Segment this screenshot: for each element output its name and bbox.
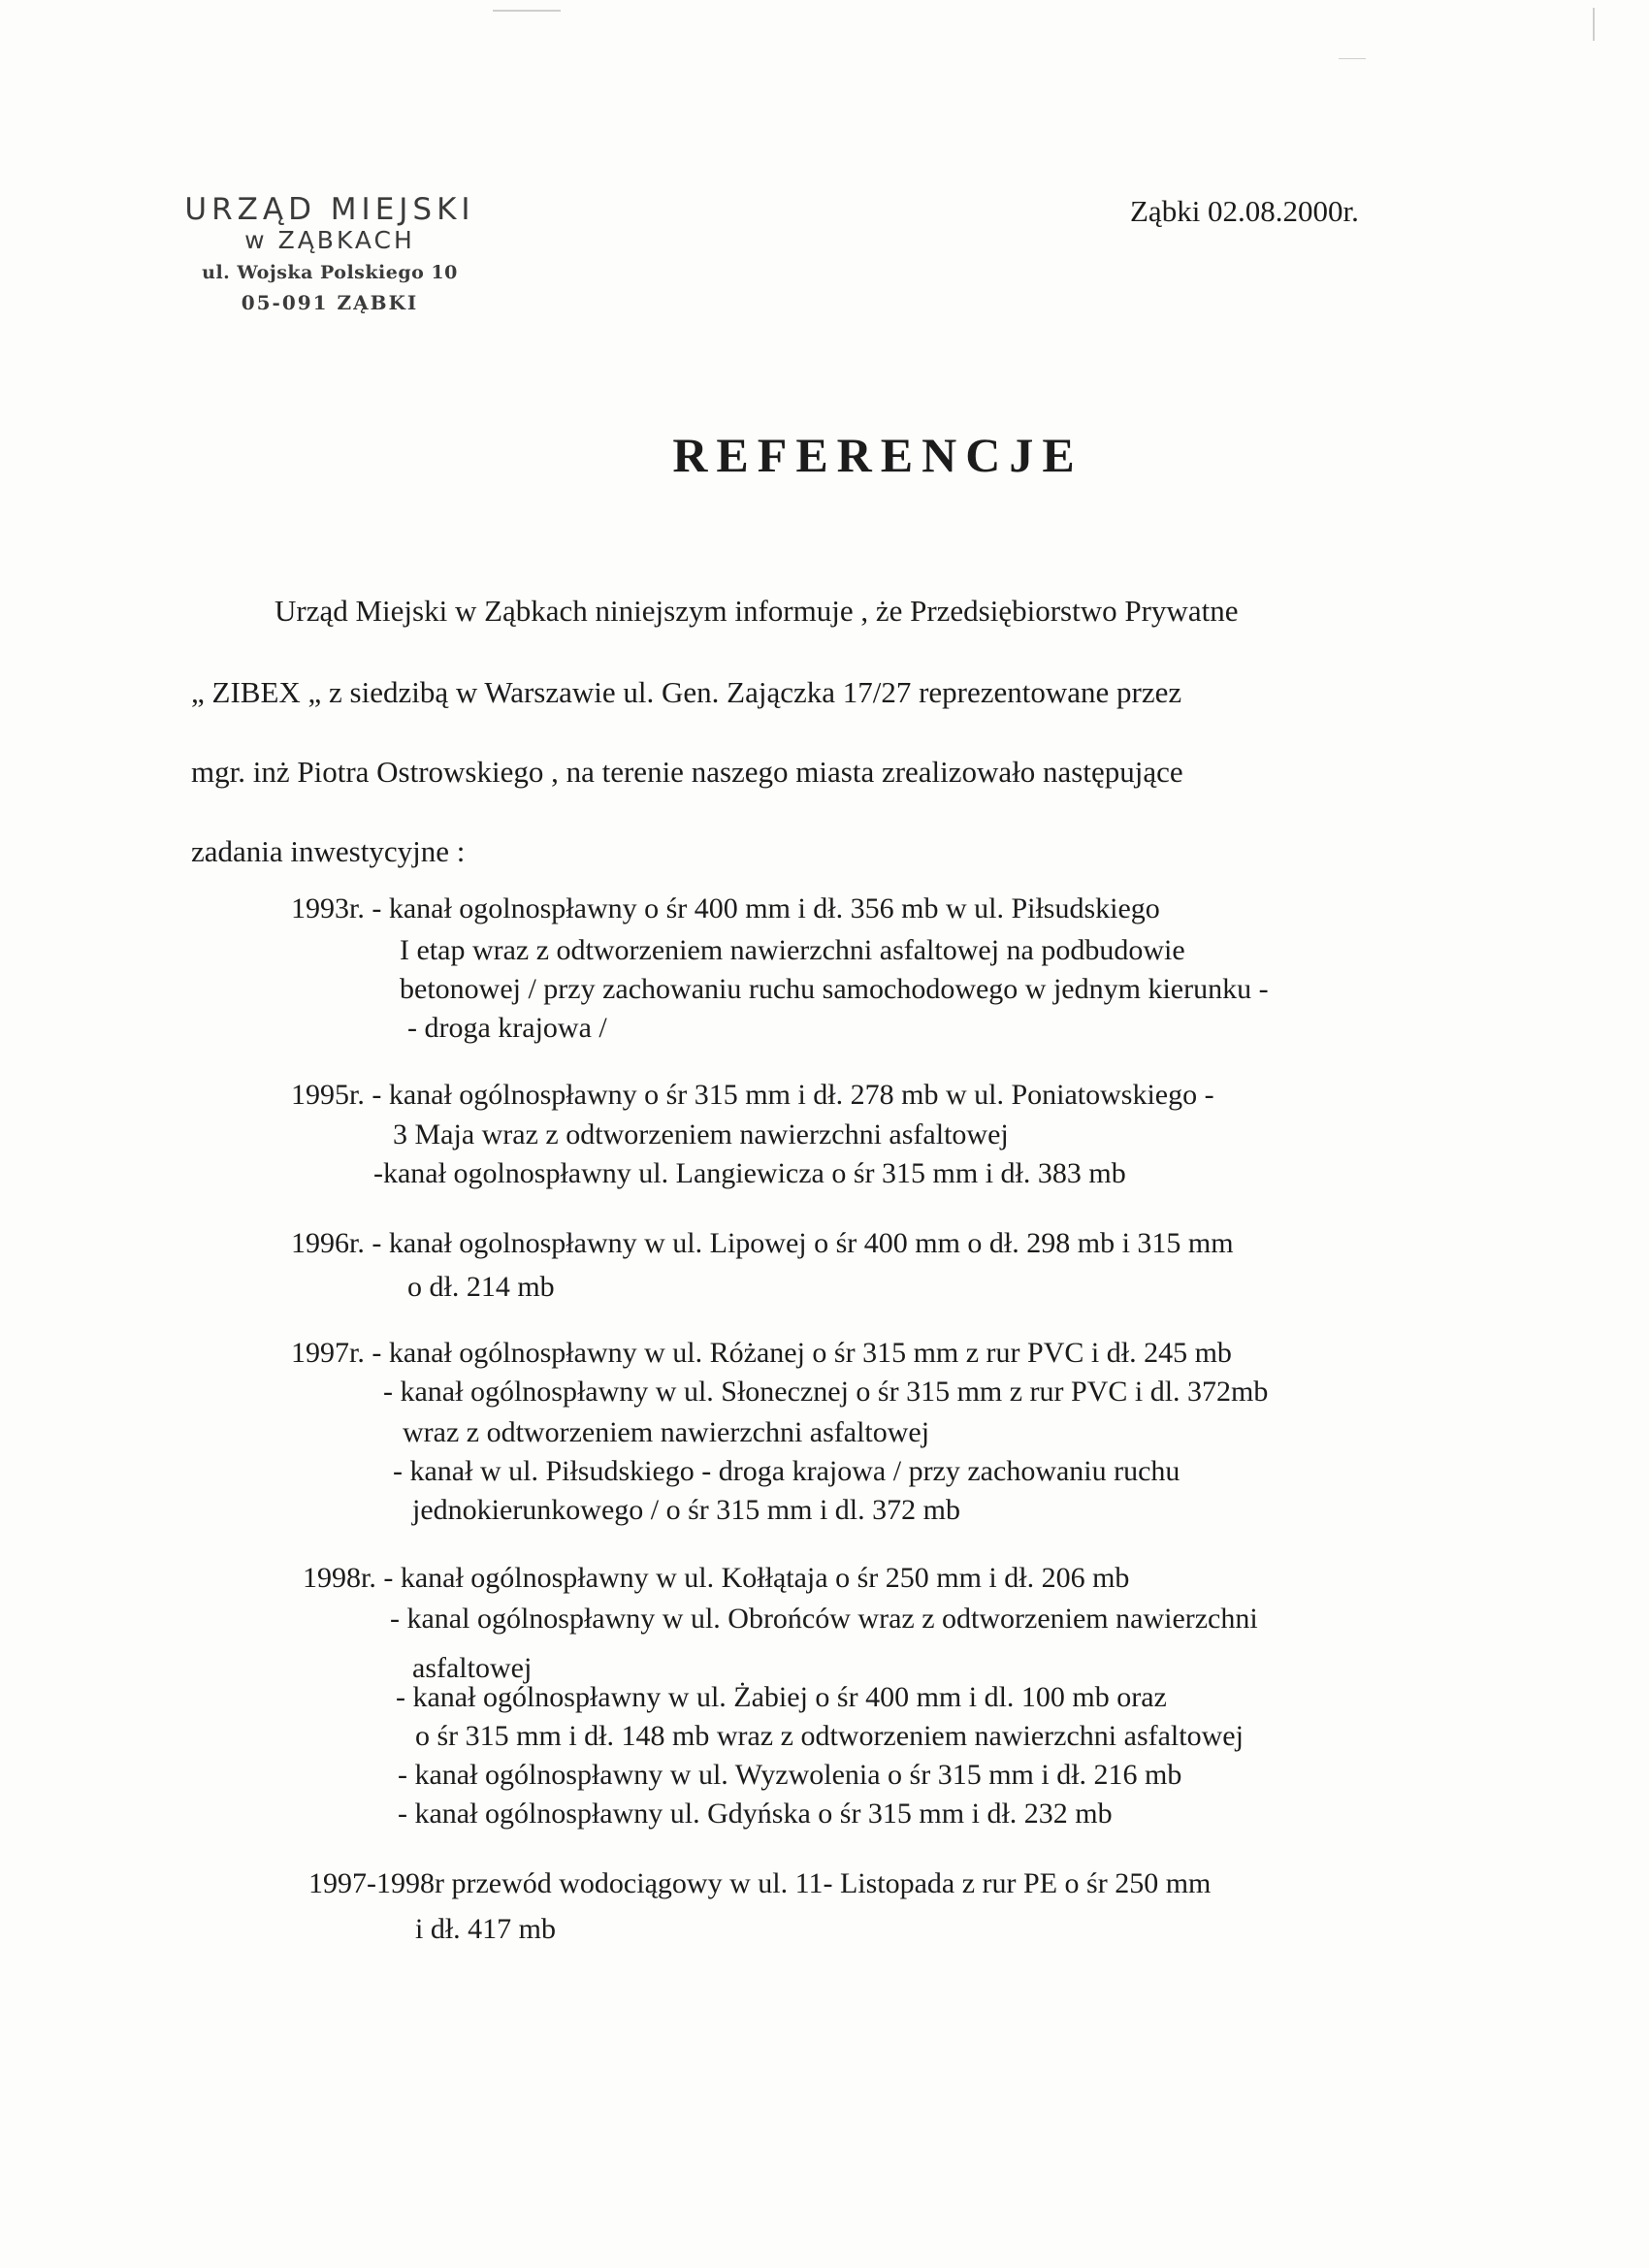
scan-artifact bbox=[1339, 58, 1366, 59]
entry-1998-line: o śr 315 mm i dł. 148 mb wraz z odtworzeniem nawierzchni asfaltowej bbox=[415, 1720, 1244, 1752]
stamp-postal: 05-091 ZĄBKI bbox=[241, 291, 419, 314]
entry-1998-line: - kanał ogólnospławny w ul. Żabiej o śr 400 mm i dl. 100 mb oraz bbox=[396, 1681, 1167, 1713]
entry-1996-line: 1996r. - kanał ogolnospławny w ul. Lipowej o śr 400 mm o dł. 298 mb i 315 mm bbox=[291, 1227, 1234, 1259]
entry-1995-line: -kanał ogolnospławny ul. Langiewicza o śr 315 mm i dł. 383 mb bbox=[373, 1157, 1126, 1189]
entry-1997-line: 1997r. - kanał ogólnospławny w ul. Różanej o śr 315 mm z rur PVC i dł. 245 mb bbox=[291, 1337, 1232, 1369]
stamp-street: ul. Wojska Polskiego 10 bbox=[202, 262, 458, 283]
entry-1997-1998-line: 1997-1998r przewód wodociągowy w ul. 11- Listopada z rur PE o śr 250 mm bbox=[308, 1867, 1212, 1899]
document-title: REFERENCJE bbox=[672, 428, 1083, 482]
entry-1998-line: 1998r. - kanał ogólnospławny w ul. Kołłątaja o śr 250 mm i dł. 206 mb bbox=[303, 1562, 1130, 1594]
entry-1993-line: betonowej / przy zachowaniu ruchu samochodowego w jednym kierunku - bbox=[400, 973, 1269, 1005]
entry-1997-line: - kanał ogólnospławny w ul. Słonecznej o śr 315 mm z rur PVC i dl. 372mb bbox=[383, 1376, 1269, 1408]
scan-artifact bbox=[493, 10, 561, 12]
entry-1997-line: jednokierunkowego / o śr 315 mm i dl. 372 mb bbox=[412, 1494, 960, 1526]
entry-1996-line: o dł. 214 mb bbox=[407, 1271, 555, 1303]
entry-1993-line: 1993r. - kanał ogolnospławny o śr 400 mm i dł. 356 mb w ul. Piłsudskiego bbox=[291, 892, 1160, 924]
document-date: Ząbki 02.08.2000r. bbox=[1130, 194, 1359, 228]
entry-1993-line: - droga krajowa / bbox=[407, 1012, 607, 1044]
entry-1998-line: - kanal ogólnospławny w ul. Obrońców wraz z odtworzeniem nawierzchni bbox=[390, 1603, 1258, 1635]
entry-1997-line: - kanał w ul. Piłsudskiego - droga krajowa / przy zachowaniu ruchu bbox=[393, 1455, 1180, 1487]
entry-1995-line: 3 Maja wraz z odtworzeniem nawierzchni asfaltowej bbox=[393, 1118, 1009, 1150]
entry-1995-line: 1995r. - kanał ogólnospławny o śr 315 mm i dł. 278 mb w ul. Poniatowskiego - bbox=[291, 1079, 1214, 1111]
entry-1998-line: - kanał ogólnospławny ul. Gdyńska o śr 315 mm i dł. 232 mb bbox=[398, 1798, 1113, 1830]
entry-1998-line: - kanał ogólnospławny w ul. Wyzwolenia o śr 315 mm i dł. 216 mb bbox=[398, 1759, 1182, 1791]
office-stamp bbox=[146, 192, 514, 318]
entry-1997-line: wraz z odtworzeniem nawierzchni asfaltowej bbox=[403, 1416, 930, 1448]
intro-line: Urząd Miejski w Ząbkach niniejszym informuje , że Przedsiębiorstwo Prywatne bbox=[275, 594, 1239, 628]
scan-artifact bbox=[1593, 8, 1595, 41]
stamp-town: w ZĄBKACH bbox=[244, 226, 415, 254]
entry-1998-line: asfaltowej bbox=[412, 1652, 533, 1684]
intro-line: zadania inwestycyjne : bbox=[191, 834, 466, 868]
entry-1997-1998-line: i dł. 417 mb bbox=[415, 1913, 557, 1945]
stamp-office-name: URZĄD MIEJSKI bbox=[184, 192, 475, 227]
intro-line: „ ZIBEX „ z siedzibą w Warszawie ul. Gen. Zajączka 17/27 reprezentowane przez bbox=[191, 675, 1182, 709]
intro-line: mgr. inż Piotra Ostrowskiego , na terenie naszego miasta zrealizowało następujące bbox=[191, 755, 1183, 789]
entry-1993-line: I etap wraz z odtworzeniem nawierzchni asfaltowej na podbudowie bbox=[400, 934, 1185, 966]
